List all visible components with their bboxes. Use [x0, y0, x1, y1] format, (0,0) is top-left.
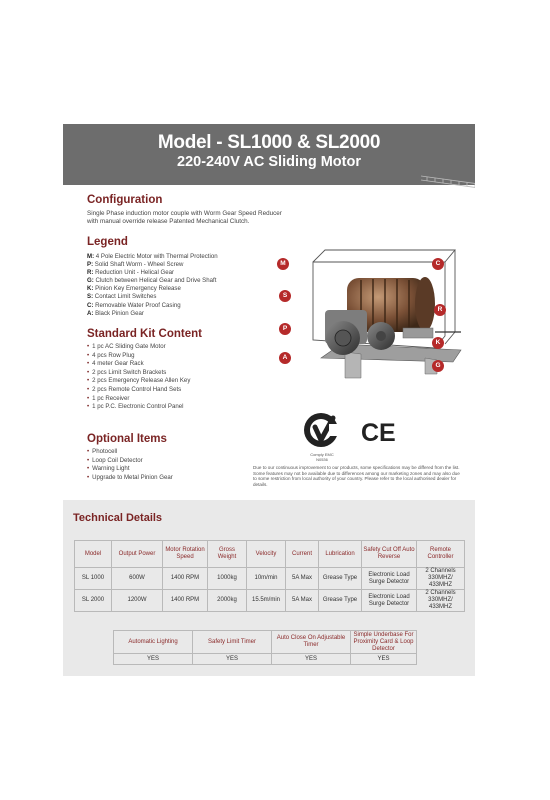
- legend-item: M: 4 Pole Electric Motor with Thermal Protection: [87, 253, 218, 260]
- disclaimer-text: Due to our continuous improvement to our products, some specifications may be differed from the list. Some features may not be available due to differences among our marketing zones and may also due to some restriction from local authority of your country. Please refer to the local authorised dealer for details.: [253, 465, 460, 488]
- column-header: Simple Underbase For Proximity Card & Loop Detector: [351, 631, 417, 654]
- page-title: Model - SL1000 & SL2000: [157, 132, 381, 153]
- technical-section: [63, 500, 475, 676]
- header-banner: [63, 124, 475, 185]
- list-item: • 2 pcs Remote Control Hand Sets: [87, 386, 190, 395]
- column-header: Model: [75, 541, 112, 568]
- table-cell: 1400 RPM: [163, 590, 208, 612]
- table-cell: 2 Channels 330MHZ/ 433MHZ: [417, 590, 465, 612]
- features-table: [113, 630, 417, 665]
- legend-item: R: Reduction Unit - Helical Gear: [87, 269, 175, 277]
- page-subtitle: 220-240V AC Sliding Motor: [177, 154, 361, 170]
- marker-s-icon: S: [279, 290, 291, 302]
- legend-item: A: Black Pinion Gear: [87, 309, 144, 317]
- kit-list: [87, 343, 190, 412]
- legend-item: P: Solid Shaft Worm - Wheel Screw: [87, 261, 184, 269]
- marker-a-icon: A: [279, 352, 291, 364]
- list-item: • 1 pc AC Sliding Gate Motor: [87, 343, 190, 352]
- ce-mark-icon: CE: [361, 419, 396, 447]
- table-header-row: [75, 541, 465, 568]
- legend-title: Legend: [87, 236, 128, 248]
- list-item: • Loop Coil Detector: [87, 457, 173, 466]
- table-cell: 5A Max: [286, 590, 319, 612]
- column-header: Safety Cut Off Auto Reverse: [362, 541, 417, 568]
- table-row: [75, 568, 465, 590]
- table-header-row: [114, 631, 417, 654]
- column-header: Lubrication: [319, 541, 362, 568]
- table-cell: 5A Max: [286, 568, 319, 590]
- marker-g-icon: G: [432, 360, 444, 372]
- column-header: Remote Controller: [417, 541, 465, 568]
- table-cell: 600W: [112, 568, 163, 590]
- legend-item: C: Removable Water Proof Casing: [87, 301, 181, 309]
- marker-m-icon: M: [277, 258, 289, 270]
- table-cell: 2 Channels 330MHZ/ 433MHZ: [417, 568, 465, 590]
- table-cell: 10m/min: [247, 568, 286, 590]
- marker-r-icon: R: [434, 304, 446, 316]
- list-item: • 4 meter Gear Rack: [87, 360, 190, 369]
- column-header: Current: [286, 541, 319, 568]
- list-item: • 1 pc P.C. Electronic Control Panel: [87, 403, 190, 412]
- table-cell: SL 1000: [75, 568, 112, 590]
- table-cell: Electronic Load Surge Detector: [362, 590, 417, 612]
- options-title: Optional Items: [87, 433, 167, 445]
- column-header: Gross Weight: [208, 541, 247, 568]
- table-row: [114, 654, 417, 665]
- spec-sheet: [63, 124, 475, 676]
- legend-item: K: Pinion Key Emergency Release: [87, 285, 181, 293]
- table-row: [75, 590, 465, 612]
- table-cell: YES: [193, 654, 272, 665]
- comply-emc-label: Comply EMC N0536: [310, 452, 334, 462]
- table-cell: 1000kg: [208, 568, 247, 590]
- list-item: • 1 pc Receiver: [87, 395, 190, 404]
- table-cell: Grease Type: [319, 590, 362, 612]
- options-list: [87, 448, 173, 482]
- table-cell: 1200W: [112, 590, 163, 612]
- kit-title: Standard Kit Content: [87, 328, 202, 340]
- legend-item: G: Clutch between Helical Gear and Drive Shaft: [87, 277, 217, 285]
- configuration-text: Single Phase induction motor couple with Worm Gear Speed Reducer with manual override release Patented Mechanical Clutch.: [87, 210, 282, 225]
- column-header: Safety Limit Timer: [193, 631, 272, 654]
- list-item: • 2 pcs Limit Switch Brackets: [87, 369, 190, 378]
- table-cell: 2000kg: [208, 590, 247, 612]
- column-header: Motor Rotation Speed: [163, 541, 208, 568]
- c-tick-mark-icon: [303, 412, 339, 448]
- table-cell: 15.5m/min: [247, 590, 286, 612]
- legend-item: S: Contact Limit Switches: [87, 293, 157, 301]
- table-cell: YES: [351, 654, 417, 665]
- table-cell: YES: [272, 654, 351, 665]
- table-cell: YES: [114, 654, 193, 665]
- list-item: • Photocell: [87, 448, 173, 457]
- technical-title: Technical Details: [73, 512, 163, 524]
- technical-table: [74, 540, 465, 612]
- marker-p-icon: P: [279, 323, 291, 335]
- column-header: Velocity: [247, 541, 286, 568]
- column-header: Auto Close On Adjustable Timer: [272, 631, 351, 654]
- marker-c-icon: C: [432, 258, 444, 270]
- table-cell: 1400 RPM: [163, 568, 208, 590]
- list-item: • Warning Light: [87, 465, 173, 474]
- marker-k-icon: K: [432, 337, 444, 349]
- gate-decoration-icon: [421, 172, 475, 194]
- list-item: • 2 pcs Emergency Release Allen Key: [87, 377, 190, 386]
- legend-list: [87, 253, 257, 318]
- configuration-title: Configuration: [87, 194, 163, 206]
- table-cell: Grease Type: [319, 568, 362, 590]
- column-header: Automatic Lighting: [114, 631, 193, 654]
- list-item: • Upgrade to Metal Pinion Gear: [87, 474, 173, 483]
- column-header: Output Power: [112, 541, 163, 568]
- table-cell: SL 2000: [75, 590, 112, 612]
- list-item: • 4 pcs Row Plug: [87, 352, 190, 361]
- table-cell: Electronic Load Surge Detector: [362, 568, 417, 590]
